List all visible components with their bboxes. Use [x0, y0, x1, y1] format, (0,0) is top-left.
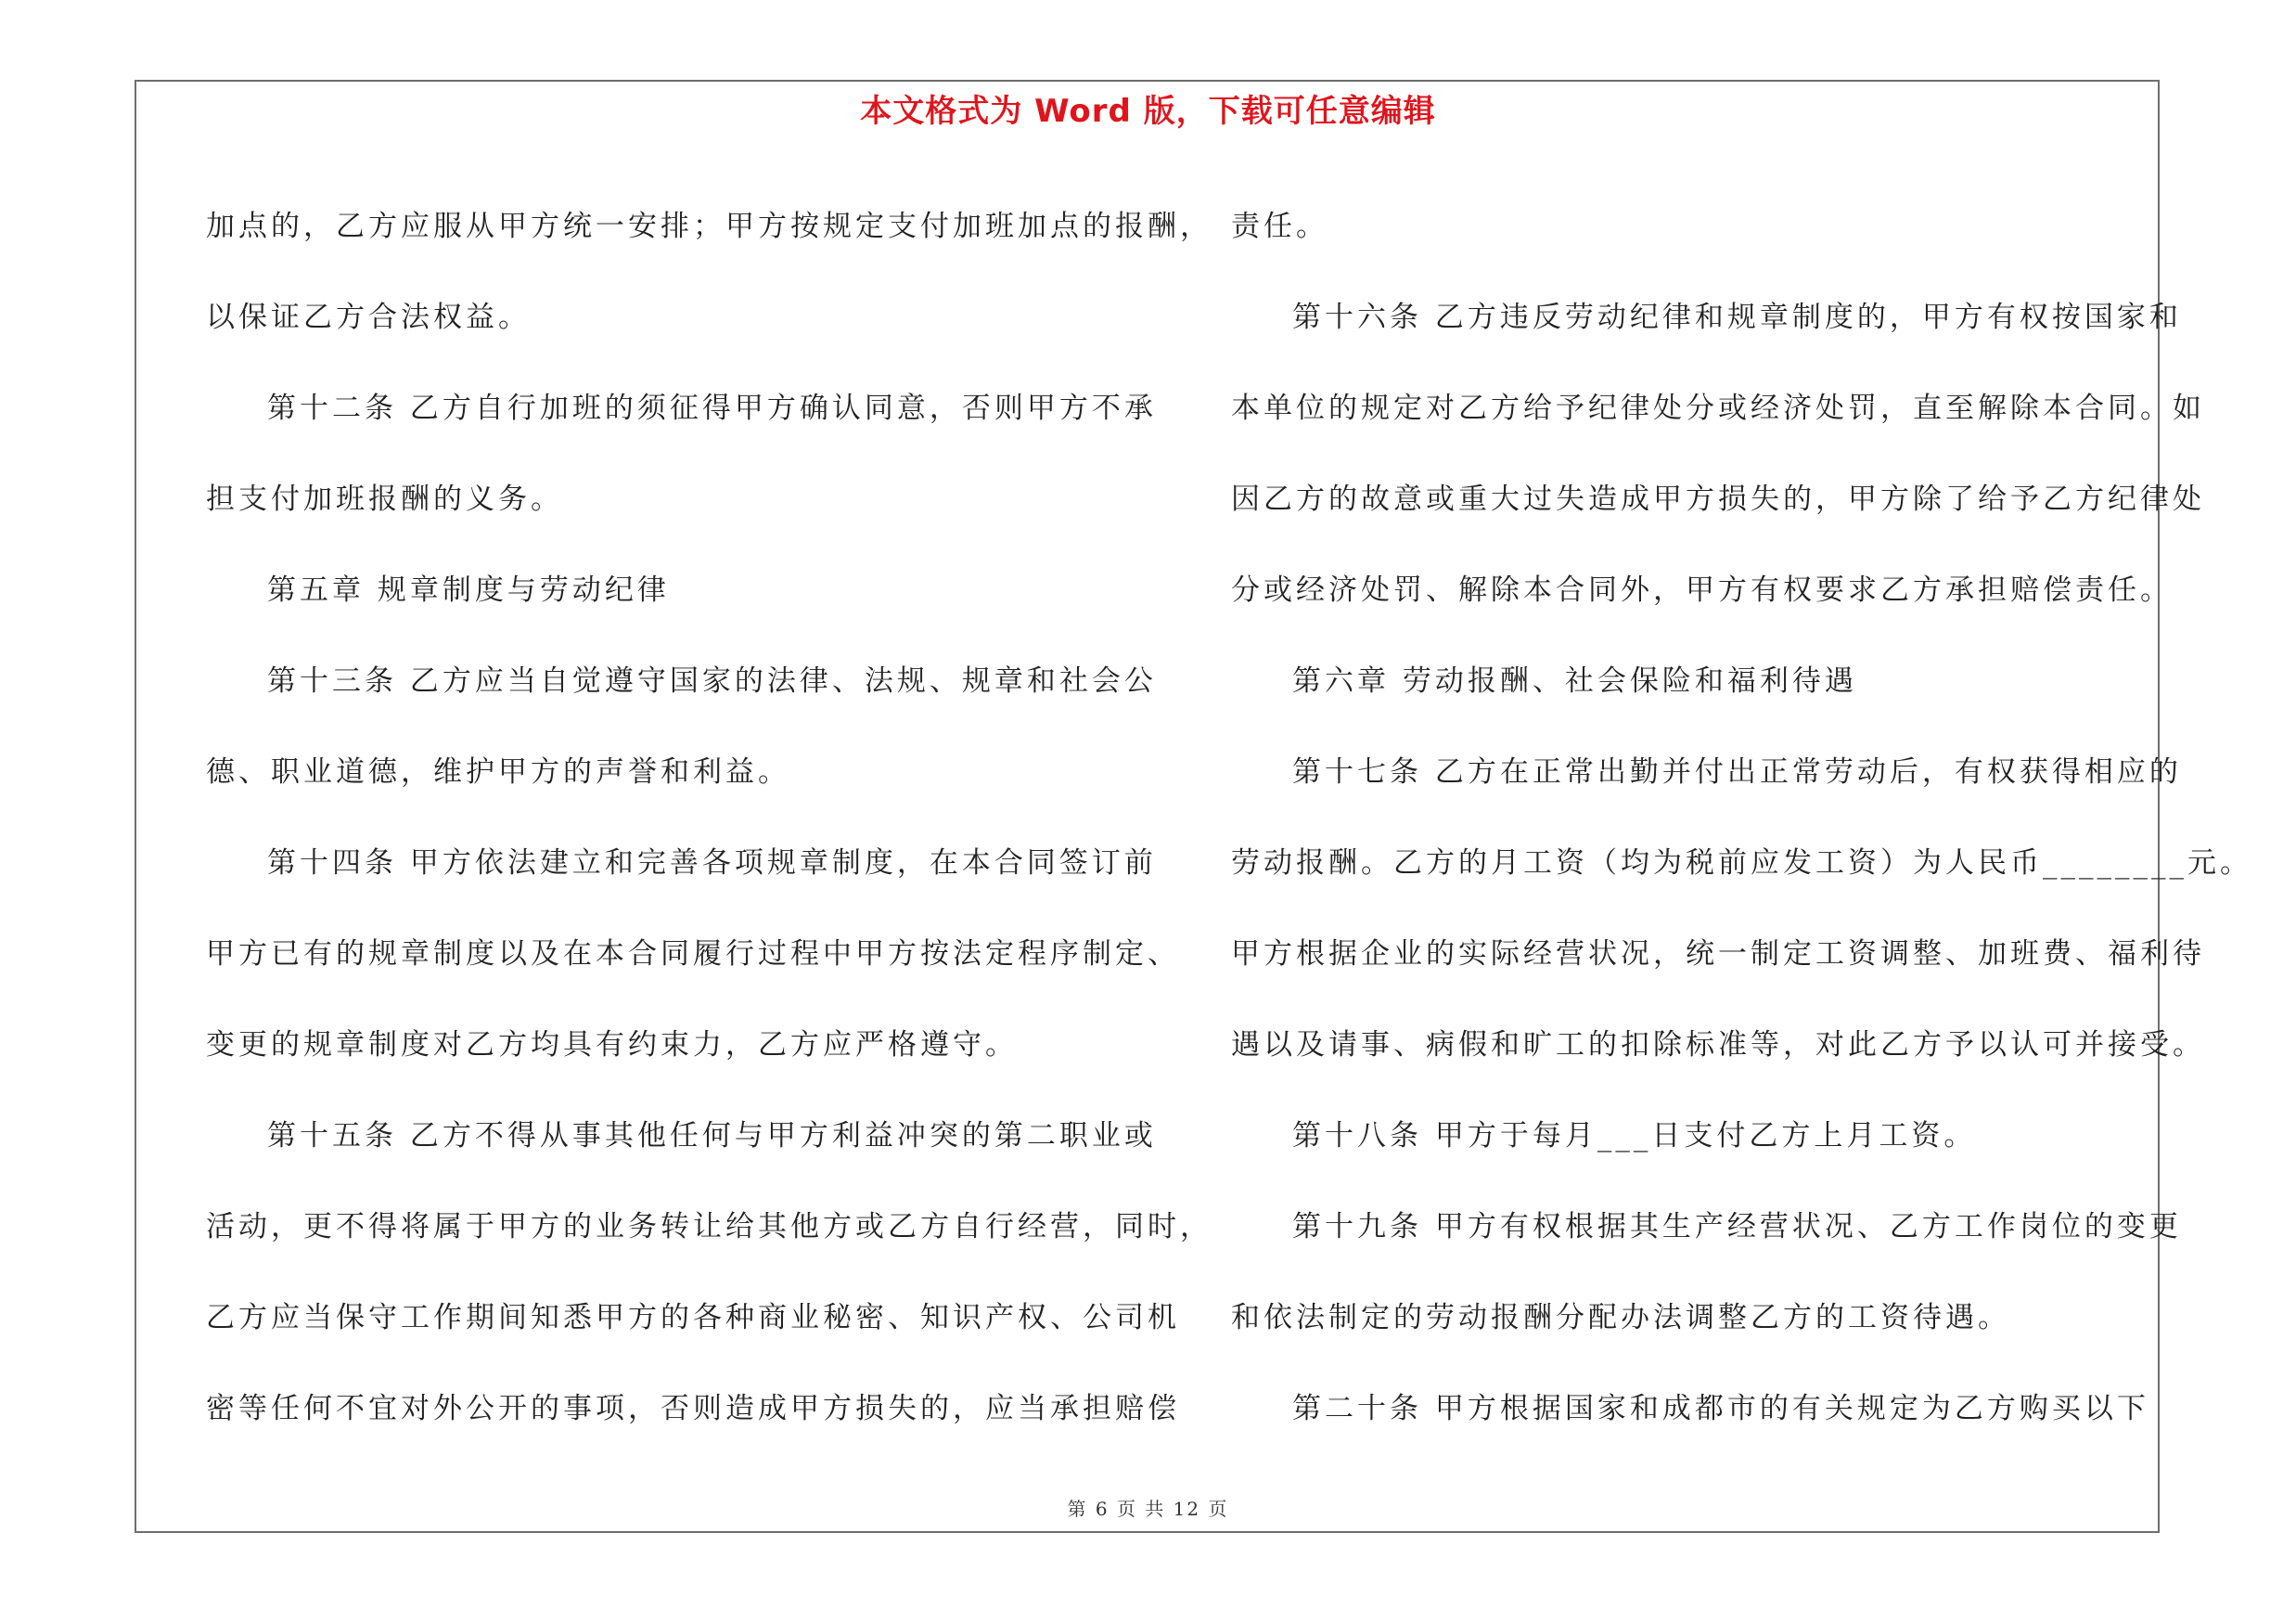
- text-line: 第十二条 乙方自行加班的须征得甲方确认同意，否则甲方不承: [267, 392, 1157, 425]
- contract-paragraph: [1231, 1181, 2182, 1363]
- contract-paragraph: [206, 1090, 1212, 1454]
- text-line: 责任。: [1231, 210, 1328, 243]
- contract-paragraph: [1231, 1363, 2177, 1454]
- contract-paragraph: [206, 545, 1152, 636]
- text-line: 遇以及请事、病假和旷工的扣除标准等，对此乙方予以认可并接受。: [1231, 1028, 2205, 1062]
- text-line: 变更的规章制度对乙方均具有约束力，乙方应严格遵守。: [206, 1028, 1018, 1062]
- format-banner: 本文格式为 Word 版，下载可任意编辑: [860, 93, 1436, 130]
- text-line: 甲方根据企业的实际经营状况，统一制定工资调整、加班费、福利待: [1231, 937, 2205, 971]
- right-column: [1231, 181, 2252, 1454]
- text-line: 担支付加班报酬的义务。: [206, 483, 563, 516]
- text-line: 本单位的规定对乙方给予纪律处分或经济处罚，直至解除本合同。如: [1231, 392, 2205, 425]
- text-line: 第十七条 乙方在正常出勤并付出正常劳动后，有权获得相应的: [1292, 755, 2182, 789]
- text-line: 德、职业道德，维护甲方的声誉和利益。: [206, 755, 790, 789]
- text-line: 因乙方的故意或重大过失造成甲方损失的，甲方除了给予乙方纪律处: [1231, 483, 2205, 516]
- text-line: 乙方应当保守工作期间知悉甲方的各种商业秘密、知识产权、公司机: [206, 1301, 1180, 1334]
- text-line: 第十六条 乙方违反劳动纪律和规章制度的，甲方有权按国家和: [1292, 301, 2182, 334]
- text-line: 甲方已有的规章制度以及在本合同履行过程中甲方按法定程序制定、: [206, 937, 1180, 971]
- text-line: 第十九条 甲方有权根据其生产经营状况、乙方工作岗位的变更: [1292, 1210, 2182, 1243]
- text-line: 加点的，乙方应服从甲方统一安排；甲方按规定支付加班加点的报酬，: [206, 210, 1212, 243]
- contract-paragraph: [1231, 272, 2205, 636]
- text-line: 活动，更不得将属于甲方的业务转让给其他方或乙方自行经营，同时，: [206, 1210, 1212, 1243]
- contract-paragraph: [1231, 181, 2177, 272]
- text-line: 劳动报酬。乙方的月工资（均为税前应发工资）为人民币________元。: [1231, 846, 2252, 880]
- contract-paragraph: [206, 363, 1157, 545]
- contract-paragraph: [206, 181, 1212, 363]
- text-line: 分或经济处罚、解除本合同外，甲方有权要求乙方承担赔偿责任。: [1231, 573, 2173, 607]
- text-line: 密等任何不宜对外公开的事项，否则造成甲方损失的，应当承担赔偿: [206, 1392, 1180, 1425]
- contract-paragraph: [206, 636, 1157, 818]
- left-column: [206, 181, 1212, 1454]
- contract-paragraph: [206, 818, 1180, 1090]
- text-line: 第二十条 甲方根据国家和成都市的有关规定为乙方购买以下: [1292, 1392, 2149, 1425]
- text-line: 第十五条 乙方不得从事其他任何与甲方利益冲突的第二职业或: [267, 1119, 1157, 1153]
- page-number-footer: 第 6 页 共 12 页: [1067, 1498, 1229, 1520]
- contract-paragraph: [1231, 1090, 2177, 1181]
- contract-paragraph: [1231, 636, 2177, 727]
- text-line: 以保证乙方合法权益。: [206, 301, 531, 334]
- text-line: 和依法制定的劳动报酬分配办法调整乙方的工资待遇。: [1231, 1301, 2010, 1334]
- contract-paragraph: [1231, 727, 2252, 1090]
- text-line: 第六章 劳动报酬、社会保险和福利待遇: [1292, 664, 1857, 698]
- text-line: 第十四条 甲方依法建立和完善各项规章制度，在本合同签订前: [267, 846, 1157, 880]
- text-line: 第十八条 甲方于每月___日支付乙方上月工资。: [1292, 1119, 1977, 1153]
- text-line: 第十三条 乙方应当自觉遵守国家的法律、法规、规章和社会公: [267, 664, 1157, 698]
- text-line: 第五章 规章制度与劳动纪律: [267, 573, 670, 607]
